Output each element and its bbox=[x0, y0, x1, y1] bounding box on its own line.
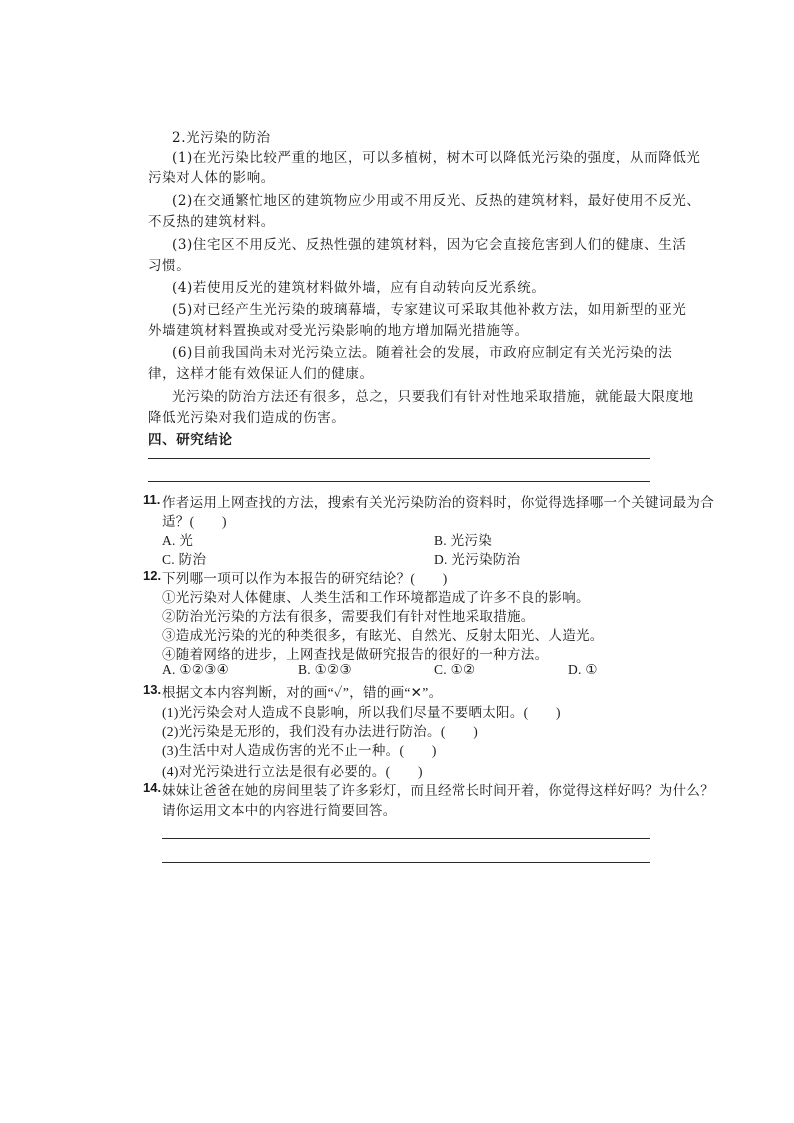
passage-line: (1)在光污染比较严重的地区，可以多植树，树木可以降低光污染的强度，从而降低光 bbox=[172, 150, 701, 166]
option-c[interactable]: C. 防治 bbox=[162, 552, 207, 567]
passage-line: 外墙建筑材料置换或对受光污染影响的地方增加隔光措施等。 bbox=[148, 323, 529, 339]
option-a[interactable]: A. ①②③④ bbox=[162, 662, 230, 677]
passage-line: 习惯。 bbox=[148, 258, 191, 274]
answer-line[interactable] bbox=[148, 481, 650, 482]
option-b[interactable]: B. 光污染 bbox=[434, 533, 493, 548]
passage-line: 污染对人体的影响。 bbox=[148, 170, 275, 186]
question-text: 作者运用上网查找的方法，搜索有关光污染防治的资料时，你觉得选择哪一个关键词最为合 bbox=[162, 495, 714, 510]
question-text: 根据文本内容判断，对的画“✓”，错的画“✕”。 bbox=[162, 685, 443, 700]
question-number: 14. bbox=[143, 780, 162, 795]
passage-line: 律，这样才能有效保证人们的健康。 bbox=[148, 366, 374, 382]
section-title: 2.光污染的防治 bbox=[172, 130, 271, 146]
passage-line: (4)若使用反光的建筑材料做外墙，应有自动转向反光系统。 bbox=[172, 280, 546, 296]
judgement-item[interactable]: (3)生活中对人造成伤害的光不止一种。( ) bbox=[162, 743, 437, 758]
statement-item: ②防治光污染的方法有很多，需要我们有针对性地采取措施。 bbox=[162, 609, 535, 624]
option-a[interactable]: A. 光 bbox=[162, 533, 194, 548]
passage-line: 光污染的防治方法还有很多，总之，只要我们有针对性地采取措施，就能最大限度地 bbox=[172, 389, 694, 405]
passage-line: (2)在交通繁忙地区的建筑物应少用或不用反光、反热的建筑材料，最好使用不反光、 bbox=[172, 193, 701, 209]
judgement-item[interactable]: (4)对光污染进行立法是很有必要的。( ) bbox=[162, 764, 423, 779]
question-text: 请你运用文本中的内容进行简要回答。 bbox=[162, 803, 397, 818]
statement-item: ①光污染对人体健康、人类生活和工作环境都造成了许多不良的影响。 bbox=[162, 590, 590, 605]
option-c[interactable]: C. ①② bbox=[434, 662, 476, 677]
passage-line: (6)目前我国尚未对光污染立法。随着社会的发展，市政府应制定有关光污染的法 bbox=[172, 345, 673, 361]
answer-line[interactable] bbox=[148, 458, 650, 459]
judgement-item[interactable]: (1)光污染会对人造成不良影响，所以我们尽量不要晒太阳。( ) bbox=[162, 705, 561, 720]
question-number: 12. bbox=[143, 568, 162, 583]
question-number: 13. bbox=[143, 682, 162, 697]
question-text: 适？( ) bbox=[162, 514, 227, 529]
option-b[interactable]: B. ①②③ bbox=[298, 662, 352, 677]
passage-line: 降低光污染对我们造成的伤害。 bbox=[148, 410, 346, 426]
statement-item: ④随着网络的进步，上网查找是做研究报告的很好的一种方法。 bbox=[162, 647, 549, 662]
question-number: 11. bbox=[143, 492, 161, 507]
passage-line: 不反热的建筑材料。 bbox=[148, 214, 275, 230]
option-d[interactable]: D. ① bbox=[568, 662, 598, 677]
question-text: 下列哪一项可以作为本报告的研究结论？( ) bbox=[162, 571, 448, 586]
statement-item: ③造成光污染的光的种类很多，有眩光、自然光、反射太阳光、人造光。 bbox=[162, 628, 604, 643]
answer-line[interactable] bbox=[162, 862, 650, 863]
question-text: 妹妹让爸爸在她的房间里装了许多彩灯，而且经常长时间开着，你觉得这样好吗？为什么？ bbox=[162, 783, 714, 798]
passage-line: (3)住宅区不用反光、反热性强的建筑材料，因为它会直接危害到人们的健康、生活 bbox=[172, 237, 687, 253]
section4-title: 四、研究结论 bbox=[148, 432, 233, 448]
answer-line[interactable] bbox=[162, 838, 650, 839]
judgement-item[interactable]: (2)光污染是无形的，我们没有办法进行防治。( ) bbox=[162, 724, 479, 739]
passage-line: (5)对已经产生光污染的玻璃幕墙，专家建议可采取其他补救方法，如用新型的亚光 bbox=[172, 302, 687, 318]
option-d[interactable]: D. 光污染防治 bbox=[434, 552, 521, 567]
